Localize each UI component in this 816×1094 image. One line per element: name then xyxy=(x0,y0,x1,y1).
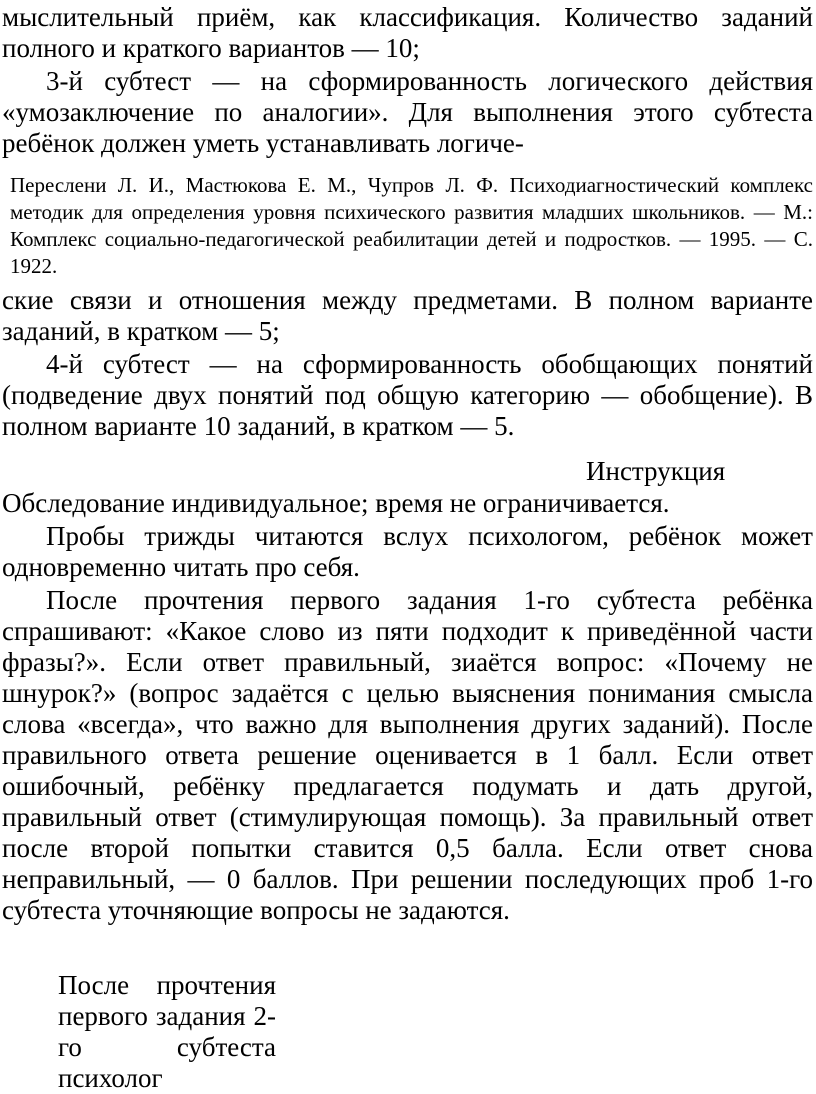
paragraph-subtest-2-fragment: После прочтения первого задания 2-го субтеста психолог xyxy=(58,970,276,1093)
section-heading-instruction: Инструкция xyxy=(586,456,726,486)
text-block-middle xyxy=(2,285,813,442)
paragraph-logical-links: ские связи и отношения между предметами. В полном варианте заданий, в кратком — 5; xyxy=(2,285,813,346)
paragraph-subtest-4: 4-й субтест — на сформированность обобщающих понятий (подведение двух понятий под общую категорию — обобщение). В полном варианте 10 заданий, в кратком — 5. xyxy=(2,349,813,441)
text-block-top xyxy=(2,2,813,159)
paragraph-reading-aloud: Пробы трижды читаются вслух психологом, ребёнок может одновременно читать про себя. xyxy=(2,521,813,582)
paragraph-subtest-3: 3-й субтест — на сформированность логического действия «умозаключение по аналогии». Для выполнения этого субтеста ребёнок должен уметь устанавливать логиче- xyxy=(2,66,813,158)
paragraph-subtest-1-procedure: После прочтения первого задания 1-го субтеста ребёнка спрашивают: «Какое слово из пяти подходит к приведённой части фразы?». Если ответ правильный, зиаётся вопрос: «Почему не шнурок?» (вопрос задаётся с целью выяснения понимания смысла слова «всегда», что важно для выполнения других заданий). После правильного ответа решение оценивается в 1 балл. Если ответ ошибочный, ребёнку предлагается подумать и дать другой, правильный ответ (стимулирующая помощь). За правильный ответ после второй попытки ставится 0,5 балла. Если ответ снова неправильный, — 0 баллов. При решении последующих проб 1-го субтеста уточняющие вопросы не задаются. xyxy=(2,585,813,925)
paragraph-classification: мыслительный приём, как классификация. Количество заданий полного и краткого вариантов — 10; xyxy=(2,2,813,63)
paragraph-individual-exam: Обследование индивидуальное; время не ограничивается. xyxy=(2,488,670,518)
footnote-reference: Переслени Л. И., Мастюкова Е. М., Чупров Л. Ф. Психодиагностический комплекс методик для определения уровня психического развития младших школьников. — М.: Комплекс социально-педагогической реабилитации детей и подростков. — 1995. — С. 1922. xyxy=(10,173,813,278)
text-block-instruction xyxy=(2,488,813,926)
